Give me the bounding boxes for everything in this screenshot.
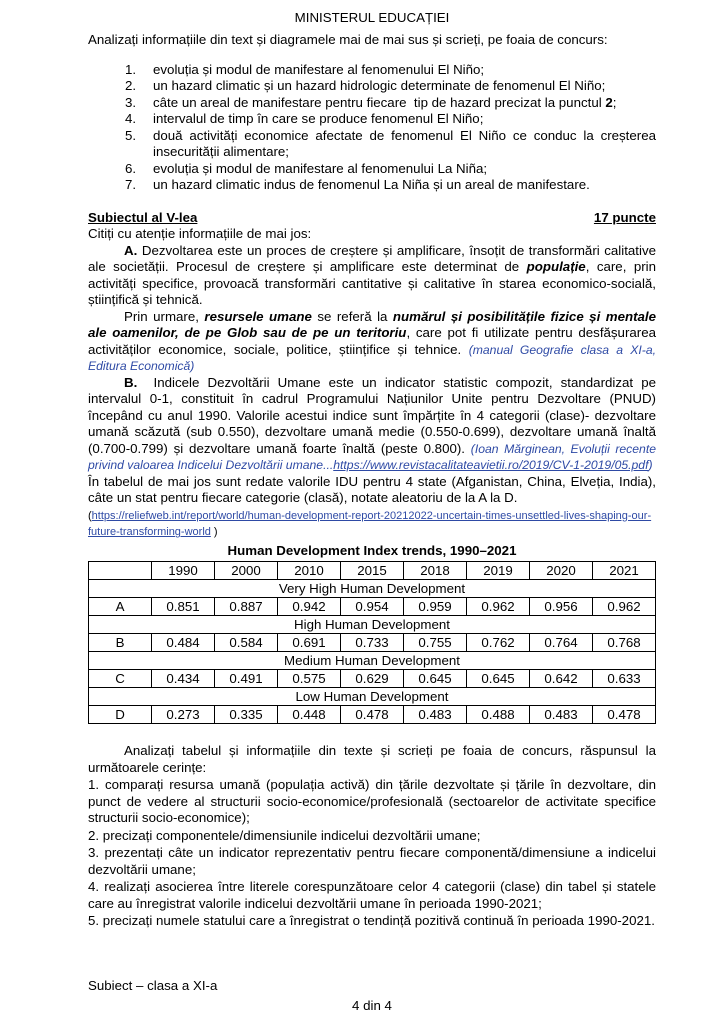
data-row-b [89, 634, 656, 652]
paragraph-prin-urmare [88, 308, 660, 375]
text-run: câte un areal de manifestare pentru fiecare tip de hazard precizat la punctul [153, 94, 606, 110]
paragraph-b [88, 374, 660, 474]
text-run: A. [124, 242, 138, 258]
year-header: 2021 [593, 562, 656, 580]
text-run: ) [648, 458, 653, 473]
task-number: 7. [125, 177, 137, 193]
text-run: , care, prin activități specifice, provoacă transformări cantitative și calitative în starea economico-socială, științifică și tehnică. [88, 259, 660, 308]
hdi-value: 0.887 [215, 598, 278, 616]
text-run: B. [124, 374, 138, 390]
requirement-text: realizați asocierea între literele corespunzătoare celor 4 categorii (clase) din tabel și statele care au înregistrat valorile indicelui dezvoltării umane în perioada 1990-2021; [88, 879, 656, 911]
task-number: 4. [125, 111, 137, 127]
text-run: ; [612, 94, 617, 110]
requirement-4 [88, 879, 656, 912]
table-header-row [89, 562, 656, 580]
text-run: un hazard climatic indus de fenomenul La Niña și un areal de manifestare. [153, 177, 590, 193]
hdi-value: 0.642 [530, 670, 593, 688]
task-text [153, 161, 487, 176]
hdi-table [88, 561, 656, 724]
text-run: Indicele Dezvoltării Umane este un indicator statistic compozit, standardizat pe intervalul 0-1, constituit în cadrul Programului Națiunilor Unite pentru Dezvoltare (PNUD) începând cu anul 1990. Valorile acestui indice sunt împărțite în 4 categorii (clase)- dezvoltare umană scăzută (sub 0.550), dezvoltare umană medie (0.550-0.699), dezvoltare umană înaltă (0.700-0.799) și dezvoltare umană foarte înaltă (peste 0.800). [88, 374, 660, 456]
subject-points: 17 puncte [593, 209, 656, 225]
footer-subject-label: Subiect – clasa a XI-a [88, 978, 218, 994]
requirement-text: comparați resursa umană (populația activă) din țările dezvoltate și țările în dezvoltare, din punct de vedere al structurii socio-economice/profesională (sectoarelor de activitate specifice structurii socio-economice); [88, 777, 656, 826]
task-text [153, 62, 484, 77]
text-run: , care pot fi utilizate pentru desfășurarea activităților economice, sociale, politice, științifice și tehnice. [88, 325, 660, 357]
data-row-d [89, 706, 656, 724]
hdi-value: 0.691 [278, 634, 341, 652]
ministry-header: MINISTERUL EDUCAȚIEI [294, 10, 450, 25]
requirement-number: 4. [88, 879, 100, 895]
requirement-text: precizați numele statului care a înregistrat o tendință pozitivă continuă în perioada 1990-2021. [102, 913, 655, 929]
text-run: populație [526, 259, 586, 275]
hdi-value: 0.434 [152, 670, 215, 688]
task-text [153, 177, 590, 192]
data-row-a [89, 598, 656, 616]
year-header: 2000 [215, 562, 278, 580]
text-run: (Ioan Mărginean, Evoluții recente privind valoarea Indicelui Dezvoltării umane... [88, 441, 660, 473]
hdi-value: 0.633 [593, 670, 656, 688]
corner-cell [89, 562, 152, 580]
requirement-3 [88, 845, 656, 878]
paragraph-source-link [88, 507, 656, 540]
task-item-3 [125, 95, 656, 111]
task-item-7 [125, 177, 656, 193]
task-item-4 [125, 111, 656, 127]
task-number: 3. [125, 94, 137, 110]
footer-page-number: 4 din 4 [352, 997, 392, 1013]
hdi-value: 0.645 [404, 670, 467, 688]
category-band-row [89, 616, 656, 634]
requirement-number: 5. [88, 913, 100, 929]
hyperlink[interactable]: https://reliefweb.int/report/world/human-development-report-20212022-uncertain-times-unsettled-lives-shaping-our-future-transforming-world [88, 509, 652, 539]
text-run: un hazard climatic și un hazard hidrologic determinate de fenomenul El Niño; [153, 78, 606, 94]
year-header: 2015 [341, 562, 404, 580]
hdi-value: 0.764 [530, 634, 593, 652]
hdi-value: 0.491 [215, 670, 278, 688]
text-run: evoluția și modul de manifestare al fenomenului La Niña; [153, 160, 488, 176]
requirement-2 [88, 828, 656, 844]
year-header: 2010 [278, 562, 341, 580]
text-run: se referă la [311, 308, 393, 324]
requirement-5 [88, 913, 656, 929]
hdi-value: 0.645 [467, 670, 530, 688]
hdi-value: 0.962 [467, 598, 530, 616]
row-label: D [89, 706, 152, 724]
hdi-value: 0.962 [593, 598, 656, 616]
task-item-1 [125, 62, 656, 78]
text-run: numărul și posibilitățile fizice și mentale ale oamenilor, de pe Glob sau de pe un teritoriu [88, 308, 660, 341]
task-number: 6. [125, 160, 137, 176]
text-run: (manual Geografie clasa a XI-a, Editura Economică) [88, 342, 660, 374]
text-run: 2 [605, 94, 613, 110]
category-band: High Human Development [89, 616, 656, 634]
data-row-c [89, 670, 656, 688]
category-band: Very High Human Development [89, 580, 656, 598]
hdi-value: 0.478 [593, 706, 656, 724]
hdi-value: 0.584 [215, 634, 278, 652]
hdi-value: 0.335 [215, 706, 278, 724]
hdi-value: 0.484 [152, 634, 215, 652]
text-run: ( [88, 509, 92, 522]
row-label: B [89, 634, 152, 652]
row-label: A [89, 598, 152, 616]
text-run: Prin urmare, [124, 308, 205, 324]
requirement-number: 3. [88, 845, 100, 861]
text-run: intervalul de timp în care se produce fenomenul El Niño; [153, 111, 484, 127]
hdi-value: 0.273 [152, 706, 215, 724]
row-label: C [89, 670, 152, 688]
hdi-value: 0.755 [404, 634, 467, 652]
task-item-2 [125, 78, 656, 94]
task-item-5 [125, 127, 660, 161]
page-footer [88, 978, 656, 1014]
text-run: În tabelul de mai jos sunt redate valorile IDU pentru 4 state (Afganistan, China, Elveția, India), câte un stat pentru fiecare categorie (clasă), notate aleatoriu de la A la D. [88, 473, 660, 506]
task-text [153, 95, 616, 110]
category-band: Medium Human Development [89, 652, 656, 670]
task-number: 5. [125, 127, 137, 143]
requirement-1 [88, 777, 656, 826]
year-header: 2019 [467, 562, 530, 580]
task-number: 1. [125, 61, 137, 77]
paragraph-a [88, 242, 660, 309]
category-band-row [89, 688, 656, 706]
category-band-row [89, 652, 656, 670]
requirement-number: 1. [88, 777, 100, 793]
hdi-value: 0.483 [530, 706, 593, 724]
read-note: Citiți cu atenție informațiile de mai jos: [88, 226, 312, 242]
hdi-value: 0.762 [467, 634, 530, 652]
year-header: 1990 [152, 562, 215, 580]
intro-paragraph: Analizați informațiile din text și diagramele mai de mai sus și scrieți, pe foaia de concurs: [88, 32, 608, 48]
task-text [153, 128, 660, 159]
hyperlink[interactable]: https://www.revistacalitateavietii.ro/2019/CV-1-2019/05.pdf [333, 458, 649, 473]
year-header: 2020 [530, 562, 593, 580]
category-band-row [89, 580, 656, 598]
task-text [153, 78, 605, 93]
hdi-value: 0.575 [278, 670, 341, 688]
text-run: evoluția și modul de manifestare al fenomenului El Niño; [153, 61, 485, 77]
requirement-text: precizați componentele/dimensiunile indicelui dezvoltării umane; [102, 827, 481, 843]
hdi-value: 0.488 [467, 706, 530, 724]
year-header: 2018 [404, 562, 467, 580]
requirement-text: prezentați câte un indicator reprezentativ pentru fiecare componentă/dimensiune a indicelui dezvoltării umane; [88, 845, 656, 877]
hdi-value: 0.478 [341, 706, 404, 724]
hdi-value: 0.629 [341, 670, 404, 688]
hdi-value: 0.959 [404, 598, 467, 616]
hdi-value: 0.954 [341, 598, 404, 616]
analysis-intro: Analizați tabelul și informațiile din texte și scrieți pe foaia de concurs, răspunsul la următoarele cerințe: [88, 743, 656, 775]
hdi-value: 0.448 [278, 706, 341, 724]
hdi-value: 0.942 [278, 598, 341, 616]
text-run: două activități economice afectate de fenomenul El Niño ce conduc la creșterea insecurității alimentare; [153, 127, 660, 160]
table-title: Human Development Index trends, 1990–2021 [227, 542, 517, 558]
hdi-value: 0.733 [341, 634, 404, 652]
requirement-number: 2. [88, 827, 100, 843]
task-text [153, 111, 483, 126]
hdi-value: 0.851 [152, 598, 215, 616]
task-number: 2. [125, 78, 137, 94]
text-run: Dezvoltarea este un proces de creștere și amplificare, însoțit de transformări calitative ale societății. Procesul de creștere și amplificare este determinat de [88, 242, 660, 275]
hdi-value: 0.956 [530, 598, 593, 616]
paragraph-table-intro [88, 473, 660, 507]
task-list [88, 61, 660, 194]
hdi-value: 0.768 [593, 634, 656, 652]
task-item-6 [125, 161, 656, 177]
text-run: ) [210, 526, 218, 539]
text-run: resursele umane [204, 308, 312, 324]
subject-heading-row [88, 210, 656, 226]
subject-title: Subiectul al V-lea [88, 209, 198, 225]
hdi-value: 0.483 [404, 706, 467, 724]
category-band: Low Human Development [89, 688, 656, 706]
